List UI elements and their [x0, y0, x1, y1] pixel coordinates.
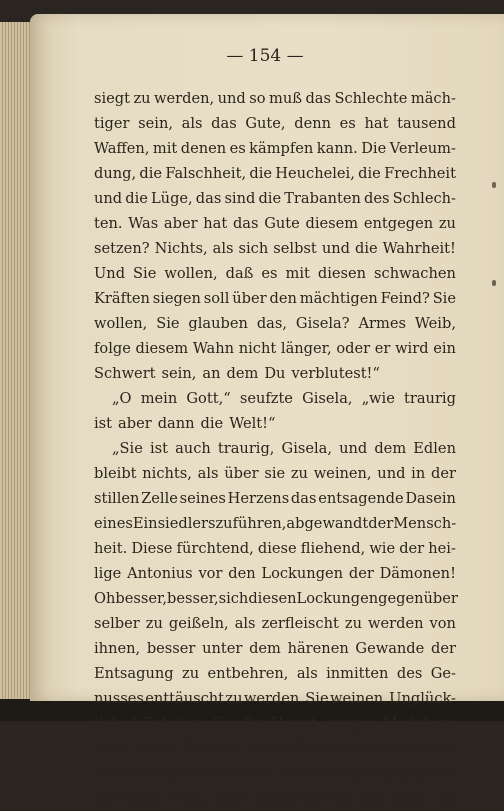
text-line: dung, die Falschheit, die Heuchelei, die Frechheit — [94, 165, 456, 182]
text-line: wollen, Sie glauben das, Gisela? Armes Weib, — [94, 315, 456, 332]
text-line: „Sie ist auch traurig, Gisela, und dem Edlen — [112, 440, 456, 457]
text-line: heit. Diese fürchtend, diese fliehend, wie der hei- — [94, 540, 456, 557]
text-line: eines Einsiedlers zu führen, abgewandt der Mensch- — [94, 515, 457, 532]
text-line: „O mein Gott,“ seufzte Gisela, „wie traurig — [112, 390, 456, 407]
text-line: bleibt nichts, als über sie zu weinen, und in der — [94, 465, 456, 482]
text-line: selber zu geißeln, als zerfleischt zu werden von — [94, 615, 456, 632]
margin-mark — [492, 182, 496, 188]
text-line: Entsagung zu entbehren, als inmitten des Ge- — [94, 665, 456, 682]
text-line: Schwert sein, an dem Du verblutest!“ — [94, 365, 380, 382]
text-line: stillen Zelle seines Herzens das entsagende Dasein — [94, 490, 456, 507]
text-line: tiger sein, als das Gute, denn es hat tausend — [94, 115, 456, 132]
text-line: siegt zu werden, und so muß das Schlechte mäch- — [94, 90, 456, 107]
page-number: — 154 — — [226, 46, 304, 66]
text-line: liche? Erheben Sie Ihr Haupt, junges Mädchen, — [94, 715, 456, 732]
text-line: ist aber dann die Welt!“ — [94, 415, 276, 432]
text-line: dieser Welt. Verachten Sie, verwünschen und hassen — [94, 765, 458, 782]
text-line: Kräften siegen soll über den mächtigen Feind? Sie — [94, 290, 456, 307]
text-line: Und Sie wollen, daß es mit diesen schwachen — [94, 265, 456, 282]
text-line: folge diesem Wahn nicht länger, oder er wird ein — [94, 340, 456, 357]
text-line: lige Antonius vor den Lockungen der Dämonen! — [94, 565, 456, 582]
text-line: nusses enttäuscht zu werden. Sie weinen, Unglück- — [94, 690, 456, 707]
body-text — [94, 86, 456, 811]
margin-mark — [492, 280, 496, 286]
text-line: Waffen, mit denen es kämpfen kann. Die Verleum- — [94, 140, 456, 157]
text-line: Oh besser, besser, sich diesen Lockungen gegenüber — [94, 590, 458, 607]
text-line: Sie diese Welt, aber beweinen Sie sie nicht. Es — [94, 790, 456, 807]
text-line: ten. Was aber hat das Gute diesem entgegen zu — [94, 215, 456, 232]
text-line: ihnen, besser unter dem härenen Gewande der — [94, 640, 456, 657]
text-line: setzen? Nichts, als sich selbst und die Wahrheit! — [94, 240, 456, 257]
text-line: nein, keine Thränen mehr für die Erbärmlichkeit — [94, 740, 456, 757]
text-line: und die Lüge, das sind die Trabanten des Schlech- — [94, 190, 456, 207]
